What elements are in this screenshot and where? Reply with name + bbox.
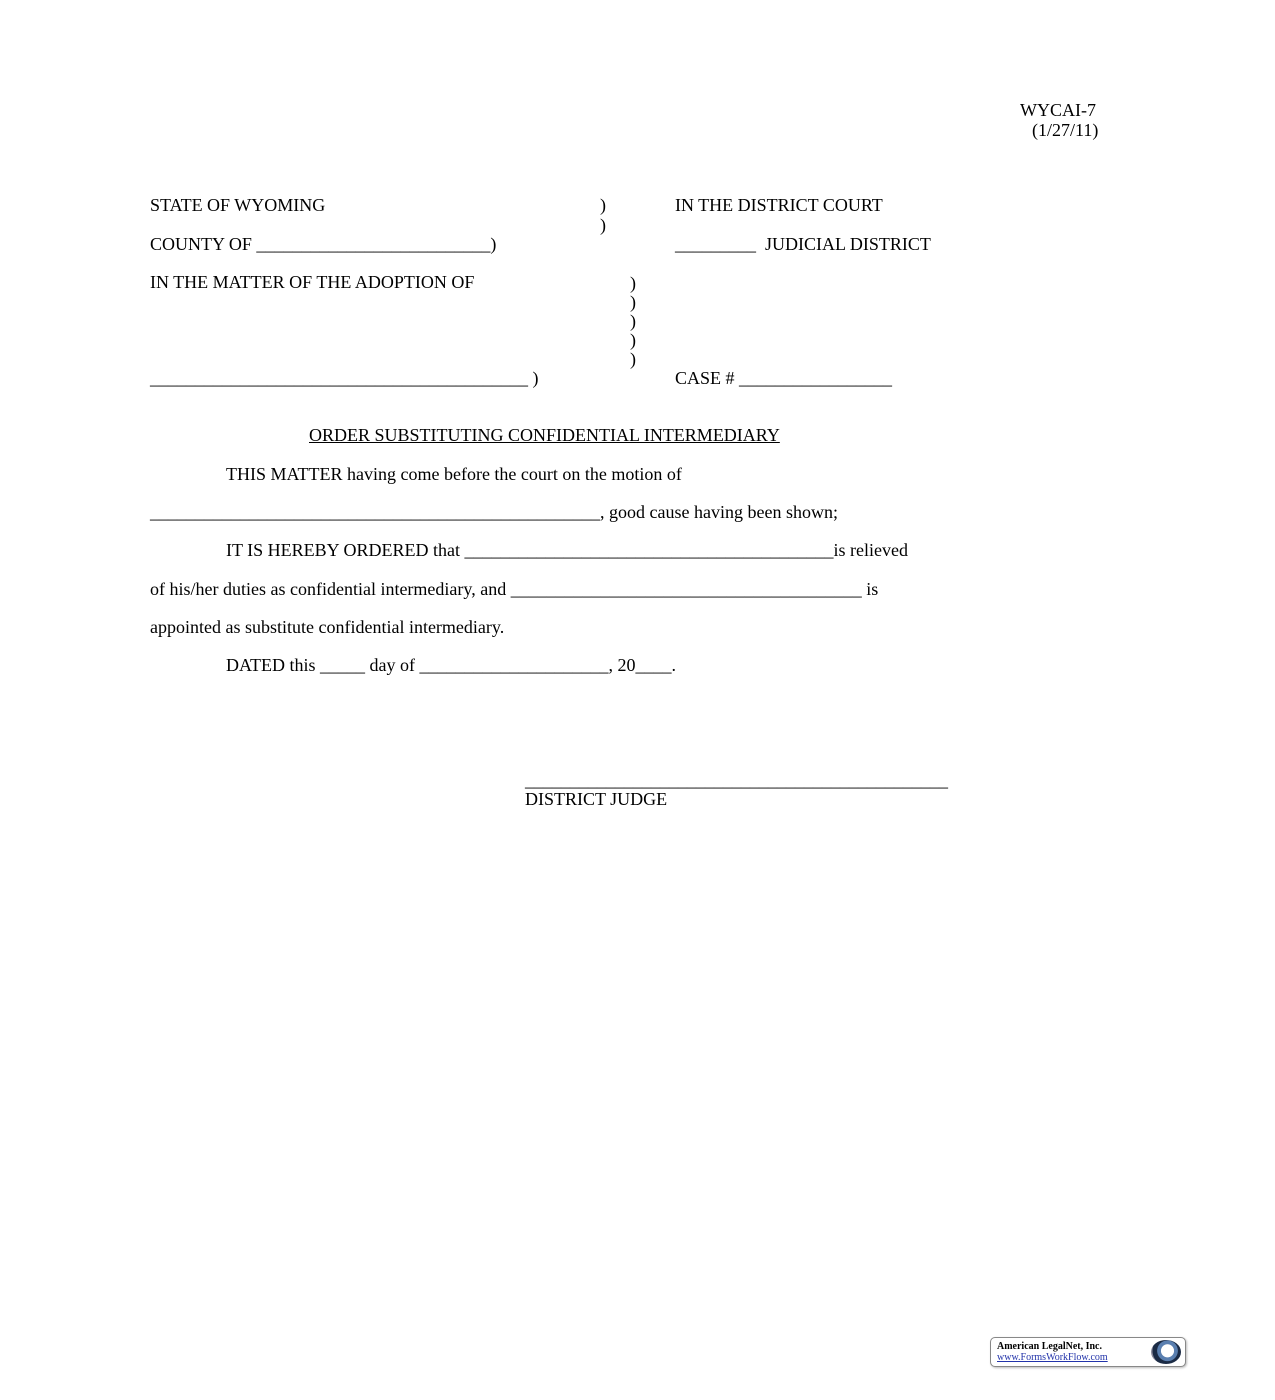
caption-county: COUNTY OF __________________________) xyxy=(150,234,497,254)
form-date: (1/27/11) xyxy=(1032,120,1099,140)
caption-state: STATE OF WYOMING xyxy=(150,195,326,215)
globe-icon xyxy=(1151,1340,1181,1364)
caption-paren: ) xyxy=(600,215,606,235)
caption-paren: ) xyxy=(630,311,636,331)
body-line-6: DATED this _____ day of _____________________, 20____. xyxy=(226,655,676,675)
caption-district: _________ JUDICIAL DISTRICT xyxy=(675,234,931,254)
body-line-2: __________________________________________________, good cause having been shown; xyxy=(150,502,838,522)
caption-case: CASE # _________________ xyxy=(675,368,893,388)
caption-paren: ) xyxy=(630,292,636,312)
caption-matter: IN THE MATTER OF THE ADOPTION OF xyxy=(150,272,475,292)
body-line-4: of his/her duties as confidential intermediary, and _______________________________________ is xyxy=(150,579,879,599)
caption-name-blank: __________________________________________ ) xyxy=(150,368,539,388)
form-id: WYCAI-7 xyxy=(1020,100,1096,120)
logo-url[interactable]: www.FormsWorkFlow.com xyxy=(997,1352,1108,1363)
document-title: ORDER SUBSTITUTING CONFIDENTIAL INTERMEDIARY xyxy=(309,425,780,445)
signature-label: DISTRICT JUDGE xyxy=(525,789,668,809)
body-line-5: appointed as substitute confidential intermediary. xyxy=(150,617,505,637)
caption-paren: ) xyxy=(630,349,636,369)
american-legalnet-logo[interactable] xyxy=(990,1337,1186,1367)
body-line-3: IT IS HEREBY ORDERED that _________________________________________is relieved xyxy=(226,540,908,560)
caption-paren: ) xyxy=(630,330,636,350)
caption-paren: ) xyxy=(600,195,606,215)
caption-court: IN THE DISTRICT COURT xyxy=(675,195,883,215)
caption-paren: ) xyxy=(630,273,636,293)
logo-name: American LegalNet, Inc. xyxy=(997,1341,1102,1352)
body-line-1: THIS MATTER having come before the court on the motion of xyxy=(226,464,682,484)
signature-line: _______________________________________________ xyxy=(525,770,948,790)
